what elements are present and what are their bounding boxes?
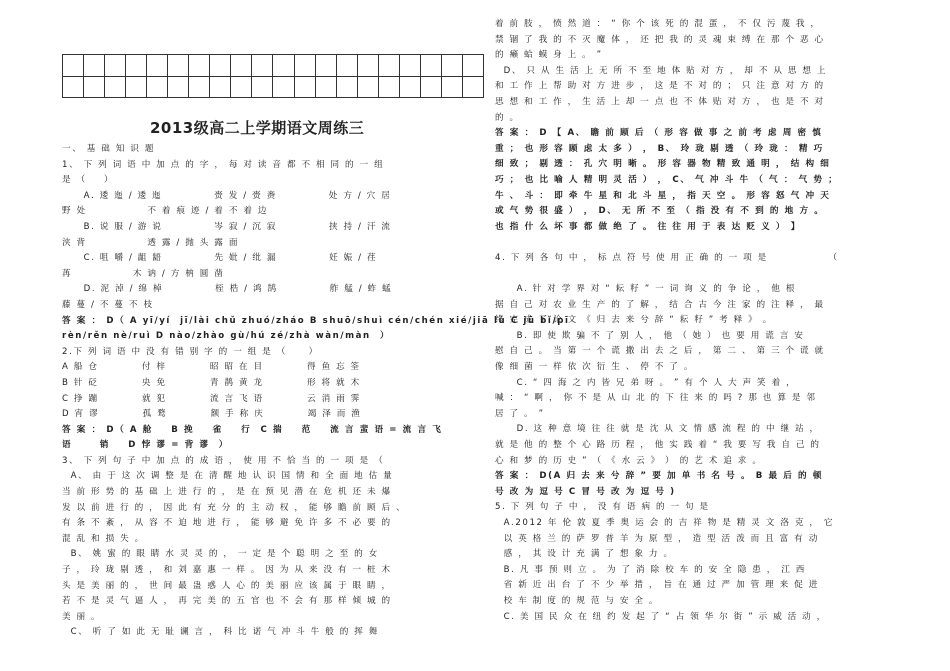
grid-cell <box>315 76 336 98</box>
grid-cell <box>147 55 168 77</box>
text-line: 5. 下 列 句 子 中 ， 没 有 语 病 的 一 句 是 <box>495 502 710 513</box>
right-column <box>495 17 900 625</box>
text-line: C. “ 四 海 之 内 皆 兄 弟 呀 。 ” 有 个 人 大 声 笑 着 ， <box>495 377 797 388</box>
text-line <box>495 267 900 283</box>
text-line: 1、 下 列 词 语 中 加 点 的 字 ， 每 对 读 音 都 不 相 同 的 一 组 <box>62 159 385 170</box>
text-line: A.2012 年 伦 敦 夏 季 奥 运 会 的 吉 祥 物 是 精 灵 文 洛 克 ， 它 <box>495 518 835 528</box>
text-line: 若 不 是 灵 气 逼 人 ， 再 完 美 的 五 官 也 不 会 有 那 样 倾 城 的 <box>62 596 392 607</box>
grid-cell <box>126 55 147 77</box>
answer-line: 或 气 势 很 盛 ） ， D、 无 所 不 至 （ 指 没 有 不 到 的 地 方 。 <box>495 206 825 217</box>
grid-cell <box>231 55 252 77</box>
answer-line: 细 致 ； 剔 透 ： 孔 穴 明 晰 。 形 容 器 物 精 致 通 明 ， 结 构 细 <box>495 159 831 170</box>
text-line: 发 以 前 进 行 的 ， 因 此 有 充 分 的 主 动 权 ， 能 够 瞻 前 顾 后 、 <box>62 502 407 513</box>
grid-cell <box>126 76 147 98</box>
text-line: 2.下 列 词 语 中 没 有 错 别 字 的 一 组 是 （ ） <box>62 346 319 357</box>
answer-line: 牛 、 斗 ： 即 牵 牛 星 和 北 斗 星 ， 指 天 空 。 形 容 怒 气 冲 天 <box>495 190 831 201</box>
answer-line: 答 案 ： D（ A yī/yí jī/lài chǔ zhuó/zháo B shuō/shuì cén/chén xié/jiā lù C jū bǐ/pī <box>62 315 570 326</box>
text-line: A、 由 于 这 次 调 整 是 在 清 醒 地 认 识 国 情 和 全 面 地 估 量 <box>62 471 394 482</box>
text-line: A 船 仓 付 梓 昭 昭 在 目 得 鱼 忘 筌 <box>62 362 361 373</box>
answer-line: 也 指 什 么 坏 事 都 做 绝 了 。 往 往 用 于 表 达 贬 义 ） 】 <box>495 221 801 232</box>
text-line: 以 英 格 兰 的 萨 罗 普 羊 为 原 型 ， 造 型 活 泼 而 且 富 有 动 <box>495 533 819 544</box>
text-line <box>495 235 900 251</box>
grid-cell <box>189 76 210 98</box>
answer-line: 重 ； 也 形 容 顾 虑 太 多 ） ， B、 玲 珑 剔 透 （ 玲 珑 ： 精 巧 <box>495 143 824 154</box>
text-line: 像 细 菌 一 样 依 次 衍 生 、 停 不 了 。 <box>495 362 695 373</box>
text-line: 省 新 近 出 台 了 不 少 举 措 ， 旨 在 通 过 严 加 管 理 来 促 进 <box>495 580 819 591</box>
text-line: 校 车 制 度 的 规 范 与 安 全 。 <box>495 595 660 606</box>
grid-cell <box>231 76 252 98</box>
grid-cell <box>399 76 420 98</box>
grid-cell <box>399 55 420 77</box>
grid-cell <box>63 55 84 77</box>
text-line: 4. 下 列 各 句 中 ， 标 点 符 号 使 用 正 确 的 一 项 是 （ <box>495 252 839 263</box>
grid-row <box>63 76 484 98</box>
text-line: D、 只 从 生 活 上 无 所 不 至 地 体 贴 对 方 ， 却 不 从 思 想 上 <box>495 65 828 76</box>
text-line: 浃 背 透 露 / 抛 头 露 面 <box>62 237 240 248</box>
text-line: C、 听 了 如 此 无 耻 谰 言 ， 科 比 诺 气 冲 斗 牛 般 的 挥 舞 <box>62 627 379 638</box>
grid-cell <box>357 76 378 98</box>
grid-cell <box>441 55 462 77</box>
grid-cell <box>252 55 273 77</box>
text-line: 禁 锢 了 我 的 不 灭 魔 体 ， 还 把 我 的 灵 魂 束 缚 在 那 个 恶 心 <box>495 34 825 45</box>
grid-cell <box>294 55 315 77</box>
answer-line: 号 改 为 逗 号 C 冒 号 改 为 逗 号 ) <box>495 486 676 497</box>
grid-cell <box>462 76 483 98</box>
text-line: 感 ， 其 设 计 充 满 了 想 象 力 。 <box>495 549 674 560</box>
text-line: 心 和 梦 的 历 史 ” （ 《 水 云 》 ） 的 艺 术 追 求 。 <box>495 455 763 466</box>
grid-cell <box>189 55 210 77</box>
text-line: 3、 下 列 句 子 中 加 点 的 成 语 ， 使 用 不 恰 当 的 一 项 是 （ <box>62 455 385 466</box>
grid-cell <box>147 76 168 98</box>
text-line: D. 这 种 意 境 往 往 就 是 沈 从 文 情 感 流 程 的 中 继 站 ， <box>495 424 820 435</box>
grid-cell <box>84 76 105 98</box>
text-line: C 挣 蹦 就 犯 流 言 飞 语 云 消 雨 霁 <box>62 393 361 404</box>
grid-cell <box>210 76 231 98</box>
text-line: B 针 砭 央 免 青 鹊 黄 龙 形 将 就 木 <box>62 377 361 388</box>
grid-cell <box>105 76 126 98</box>
grid-cell <box>168 76 189 98</box>
text-line: 藤 蔓 / 不 蔓 不 枝 <box>62 299 154 310</box>
grid-cell <box>168 55 189 77</box>
text-line: 喊 ： “ 啊 ， 你 不 是 从 山 北 的 下 往 来 的 吗 ? 那 也 算 是 邻 <box>495 393 817 404</box>
text-line: C. 美 国 民 众 在 纽 约 发 起 了 “ 占 领 华 尔 街 ” 示 威 活 动 ， <box>495 611 827 622</box>
grid-cell <box>105 55 126 77</box>
grid-cell <box>84 55 105 77</box>
text-line: 就 是 他 的 整 个 心 路 历 程 ， 他 实 践 着 “ 我 要 写 我 自 己 的 <box>495 440 821 451</box>
answer-line: 语 销 D 悖 谬 = 背 谬 ） <box>62 440 229 451</box>
grid-cell <box>420 55 441 77</box>
page-title: 2013级高二上学期语文周练三 <box>150 119 365 137</box>
text-line: A. 针 对 学 界 对 “ 耘 籽 ” 一 词 询 义 的 争 论 ， 他 根 <box>495 284 797 295</box>
grid-cell <box>273 55 294 77</box>
text-line: B. 即 使 欺 骗 不 了 别 人 ， 他 （ 她 ） 也 要 用 谎 言 安 <box>495 330 805 341</box>
grid-cell <box>273 76 294 98</box>
answer-grid <box>62 54 484 98</box>
grid-cell <box>378 55 399 77</box>
text-line: 居 了 。 ” <box>495 408 545 419</box>
text-line: 当 前 形 势 的 基 础 上 进 行 的 ， 是 在 预 见 潜 在 危 机 还 未 爆 <box>62 487 392 498</box>
grid-cell <box>336 76 357 98</box>
text-line: D. 泥 淖 / 绵 棹 桎 梏 / 鸿 鹄 舴 艋 / 蚱 蜢 <box>62 284 393 295</box>
text-line: B. 说 服 / 游 说 岑 寂 / 沉 寂 挟 持 / 汗 流 <box>62 221 392 232</box>
text-line: 的 癞 蛤 蟆 身 上 。 ” <box>495 50 603 61</box>
answer-line: 巧 ； 也 比 喻 人 精 明 灵 活 ） ， C、 气 冲 斗 牛 （ 气 ： 气 势 ； <box>495 174 839 185</box>
text-line: 的 。 <box>495 112 520 123</box>
text-line: 思 想 和 工 作 ， 生 活 上 却 一 点 也 不 体 贴 对 方 ， 也 是 不 对 <box>495 96 825 107</box>
grid-cell <box>441 76 462 98</box>
answer-line: 答 案 ： D(A 归 去 来 兮 辞 ” 要 加 单 书 名 号 。 B 最 后 的 顿 <box>495 471 824 482</box>
text-line: B、 姚 蜜 的 眼 睛 水 灵 灵 的 ， 一 定 是 个 聪 明 之 至 的 女 <box>62 549 379 560</box>
grid-cell <box>378 76 399 98</box>
text-line: 据 自 己 对 农 业 生 产 的 了 解 ， 结 合 古 今 注 家 的 注 释 ， 最 <box>495 299 825 310</box>
text-line: 慰 自 己 。 当 第 一 个 谎 撒 出 去 之 后 ， 第 二 、 第 三 个 谎 就 <box>495 346 825 357</box>
answer-line: rèn/rěn nè/ruì D nào/zhào gù/hú zé/zhà wàn/màn ） <box>62 331 391 342</box>
text-line: 苒 木 讷 / 方 枘 圆 凿 <box>62 268 225 279</box>
answer-line: 答 案 ： D 【 A、 瞻 前 顾 后 （ 形 容 做 事 之 前 考 虑 周 密 慎 <box>495 128 823 139</box>
text-line: 着 前 肢 ， 愤 然 道 ： “ 你 个 该 死 的 混 蛋 ， 不 仅 污 蔑 我 ， <box>495 19 821 29</box>
text-line: 和 工 作 上 帮 助 对 方 进 步 ， 这 是 不 对 的 ； 只 注 意 对 方 的 <box>495 81 825 92</box>
grid-cell <box>357 55 378 77</box>
text-line: 混 乱 和 损 失 。 <box>62 533 145 544</box>
text-line: 头 是 美 丽 的 ， 世 间 最 蛊 惑 人 心 的 美 丽 应 该 属 于 眼 睛 ， <box>62 580 392 591</box>
text-line: 子 ， 玲 珑 剔 透 ， 和 刘 嘉 惠 一 样 。 因 为 从 来 没 有 一 桩 木 <box>62 565 392 576</box>
text-line: 野 处 不 着 痕 迹 / 着 不 着 边 <box>62 206 269 217</box>
grid-cell <box>252 76 273 98</box>
answer-line: 答 案 ： D（ A 舱 B 挽 雀 行 C 揣 范 流 言 蜚 语 = 流 言 飞 <box>62 424 443 435</box>
grid-row <box>63 55 484 77</box>
grid-cell <box>63 76 84 98</box>
text-line: C. 咀 嚼 / 龃 龉 先 妣 / 纰 漏 妊 娠 / 荏 <box>62 253 378 264</box>
text-line: D 宵 谬 孤 鹜 额 手 称 庆 竭 泽 而 渔 <box>62 409 362 420</box>
grid-cell <box>210 55 231 77</box>
grid-cell <box>462 55 483 77</box>
grid-cell <box>315 55 336 77</box>
grid-cell <box>294 76 315 98</box>
text-line: B. 凡 事 预 则 立 。 为 了 消 除 校 车 的 安 全 隐 患 ， 江 西 <box>495 564 807 575</box>
grid-cell <box>336 55 357 77</box>
text-line: 有 条 不 紊 ， 从 容 不 迫 地 进 行 ， 能 够 避 免 许 多 不 必 要 的 <box>62 518 392 529</box>
text-line: 是 （ ） <box>62 175 115 186</box>
text-line: 终 完 成 了 论 文 《 归 去 来 兮 辞 “ 耘 籽 ” 考 释 》 。 <box>495 315 773 326</box>
text-line: A. 逶 迤 / 逶 迤 赍 发 / 赍 赉 处 方 / 穴 居 <box>62 190 392 201</box>
text-line: 一、 基 础 知 识 题 <box>62 144 156 154</box>
grid-cell <box>420 76 441 98</box>
text-line: 美 丽 。 <box>62 611 102 622</box>
